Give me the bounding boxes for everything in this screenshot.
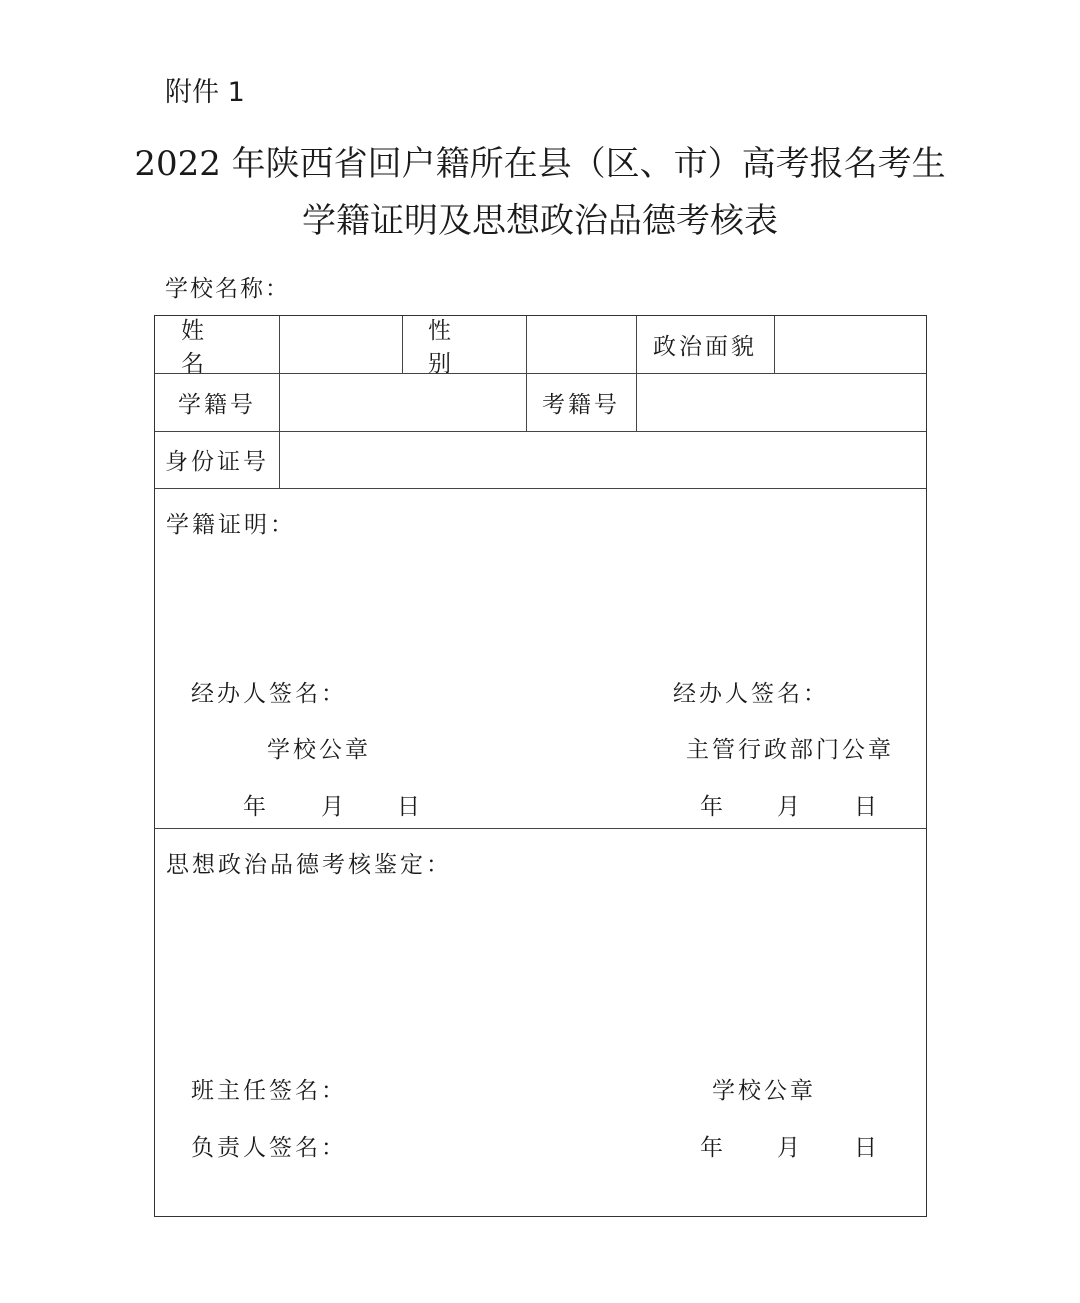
moral-assessment-heading: 思想政治品德考核鉴定： — [166, 852, 452, 878]
student-id-label: 学籍号 — [178, 391, 256, 418]
enrollment-certificate-heading: 学籍证明： — [166, 512, 296, 538]
assessment-day: 日 — [854, 1135, 877, 1161]
section-divider — [155, 828, 926, 829]
enrollment-right-year: 年 — [700, 794, 723, 820]
exam-id-label: 考籍号 — [542, 391, 620, 418]
school-seal-label: 学校公章 — [267, 737, 371, 763]
assessment-school-seal-label: 学校公章 — [712, 1078, 816, 1104]
enrollment-right-signer-label: 经办人签名： — [673, 681, 829, 707]
gender-field[interactable] — [526, 316, 636, 373]
document-title-line2: 学籍证明及思想政治品德考核表 — [302, 201, 778, 241]
gender-label: 性 别 — [428, 317, 526, 377]
enrollment-left-day: 日 — [397, 794, 420, 820]
authority-seal-label: 主管行政部门公章 — [686, 737, 894, 763]
enrollment-left-year: 年 — [243, 794, 266, 820]
assessment-month: 月 — [777, 1135, 800, 1161]
enrollment-left-month: 月 — [321, 794, 344, 820]
responsible-person-signer-label: 负责人签名： — [191, 1135, 347, 1161]
enrollment-right-month: 月 — [777, 794, 800, 820]
enrollment-left-signer-label: 经办人签名： — [191, 681, 347, 707]
enrollment-right-day: 日 — [854, 794, 877, 820]
name-label: 姓 名 — [181, 317, 279, 377]
head-teacher-signer-label: 班主任签名： — [191, 1078, 347, 1104]
political-status-label: 政治面貌 — [653, 334, 757, 360]
row-divider — [155, 488, 926, 489]
id-card-label: 身份证号 — [165, 449, 269, 475]
school-name-label: 学校名称： — [165, 276, 290, 302]
attachment-label: 附件 1 — [165, 77, 245, 108]
id-card-field[interactable] — [279, 431, 926, 488]
assessment-year: 年 — [700, 1135, 723, 1161]
document-title-line1: 2022 年陕西省回户籍所在县（区、市）高考报名考生 — [134, 144, 946, 184]
political-status-field[interactable] — [774, 316, 926, 373]
student-id-field[interactable] — [279, 373, 526, 431]
exam-id-field[interactable] — [636, 373, 926, 431]
assessment-form — [154, 315, 927, 1217]
name-field[interactable] — [279, 316, 402, 373]
